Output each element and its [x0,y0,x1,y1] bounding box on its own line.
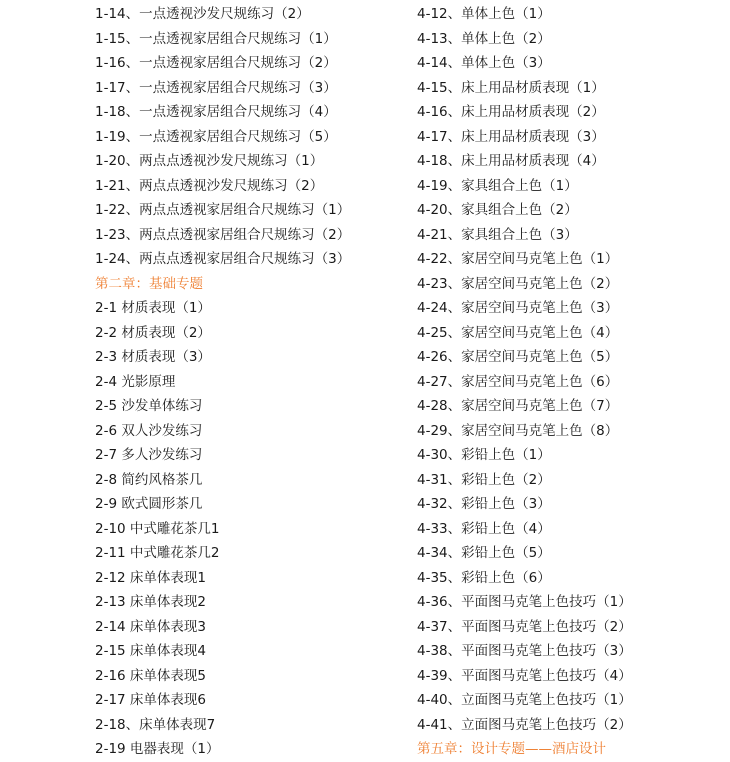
list-item: 2-19 电器表现（1） [95,741,220,757]
list-item: 1-22、两点点透视家居组合尺规练习（1） [95,202,351,218]
list-item: 2-11 中式雕花茶几2 [95,545,220,561]
list-item: 4-26、家居空间马克笔上色（5） [417,349,619,365]
list-item: 4-23、家居空间马克笔上色（2） [417,275,619,292]
list-item: 4-38、平面图马克笔上色技巧（3） [417,643,632,659]
chapter-heading: 第五章：设计专题——酒店设计 [417,741,606,757]
list-item: 2-15 床单体表现4 [95,643,207,659]
list-item: 1-14、一点透视沙发尺规练习（2） [95,6,310,22]
list-item: 4-27、家居空间马克笔上色（6） [417,373,619,390]
list-item: 4-29、家居空间马克笔上色（8） [417,422,619,439]
list-item: 4-31、彩铅上色（2） [417,471,551,488]
list-item: 2-10 中式雕花茶几1 [95,520,220,537]
list-item: 4-13、单体上色（2） [417,30,551,47]
list-item: 2-6 双人沙发练习 [95,422,203,439]
list-item: 4-35、彩铅上色（6） [417,569,551,586]
list-item: 1-20、两点点透视沙发尺规练习（1） [95,153,324,169]
list-item: 4-16、床上用品材质表现（2） [417,104,605,120]
list-item: 4-20、家具组合上色（2） [417,202,578,218]
list-item: 1-21、两点点透视沙发尺规练习（2） [95,177,324,194]
list-item: 2-8 简约风格茶几 [95,471,203,488]
left-lesson-list [95,2,410,762]
list-item: 2-5 沙发单体练习 [95,398,203,414]
list-item: 4-12、单体上色（1） [417,6,551,22]
list-item: 4-15、床上用品材质表现（1） [417,79,605,96]
list-item: 4-24、家居空间马克笔上色（3） [417,300,619,316]
list-item: 4-21、家具组合上色（3） [417,226,578,243]
list-item: 4-41、立面图马克笔上色技巧（2） [417,716,632,733]
list-item: 4-28、家居空间马克笔上色（7） [417,398,619,414]
list-item: 1-17、一点透视家居组合尺规练习（3） [95,79,337,96]
list-item: 4-14、单体上色（3） [417,55,551,71]
list-item: 1-15、一点透视家居组合尺规练习（1） [95,30,337,47]
list-item: 2-12 床单体表现1 [95,569,207,586]
list-item: 2-7 多人沙发练习 [95,447,203,463]
list-item: 4-34、彩铅上色（5） [417,545,551,561]
list-item: 1-16、一点透视家居组合尺规练习（2） [95,55,337,71]
list-item: 4-39、平面图马克笔上色技巧（4） [417,667,632,684]
list-item: 2-3 材质表现（3） [95,349,211,365]
list-item: 2-16 床单体表现5 [95,667,207,684]
list-item: 2-2 材质表现（2） [95,324,211,341]
list-item: 2-18、床单体表现7 [95,716,216,733]
list-item: 2-9 欧式圆形茶几 [95,496,203,512]
list-item: 1-23、两点点透视家居组合尺规练习（2） [95,226,351,243]
list-item: 4-30、彩铅上色（1） [417,447,551,463]
list-item: 2-1 材质表现（1） [95,300,211,316]
list-item: 4-33、彩铅上色（4） [417,520,551,537]
list-item: 2-4 光影原理 [95,373,176,390]
list-item: 4-22、家居空间马克笔上色（1） [417,251,619,267]
list-item: 1-18、一点透视家居组合尺规练习（4） [95,104,337,120]
chapter-heading: 第二章：基础专题 [95,275,203,292]
list-item: 4-19、家具组合上色（1） [417,177,578,194]
list-item: 2-13 床单体表现2 [95,594,207,610]
list-item: 1-24、两点点透视家居组合尺规练习（3） [95,251,351,267]
list-item: 4-17、床上用品材质表现（3） [417,128,605,145]
list-item: 4-18、床上用品材质表现（4） [417,153,605,169]
list-item: 1-19、一点透视家居组合尺规练习（5） [95,128,337,145]
list-item: 2-14 床单体表现3 [95,618,207,635]
list-item: 2-17 床单体表现6 [95,692,207,708]
list-item: 4-37、平面图马克笔上色技巧（2） [417,618,632,635]
list-item: 4-40、立面图马克笔上色技巧（1） [417,692,632,708]
list-item: 4-25、家居空间马克笔上色（4） [417,324,619,341]
list-item: 4-36、平面图马克笔上色技巧（1） [417,594,632,610]
right-lesson-list [417,2,722,762]
list-item: 4-32、彩铅上色（3） [417,496,551,512]
